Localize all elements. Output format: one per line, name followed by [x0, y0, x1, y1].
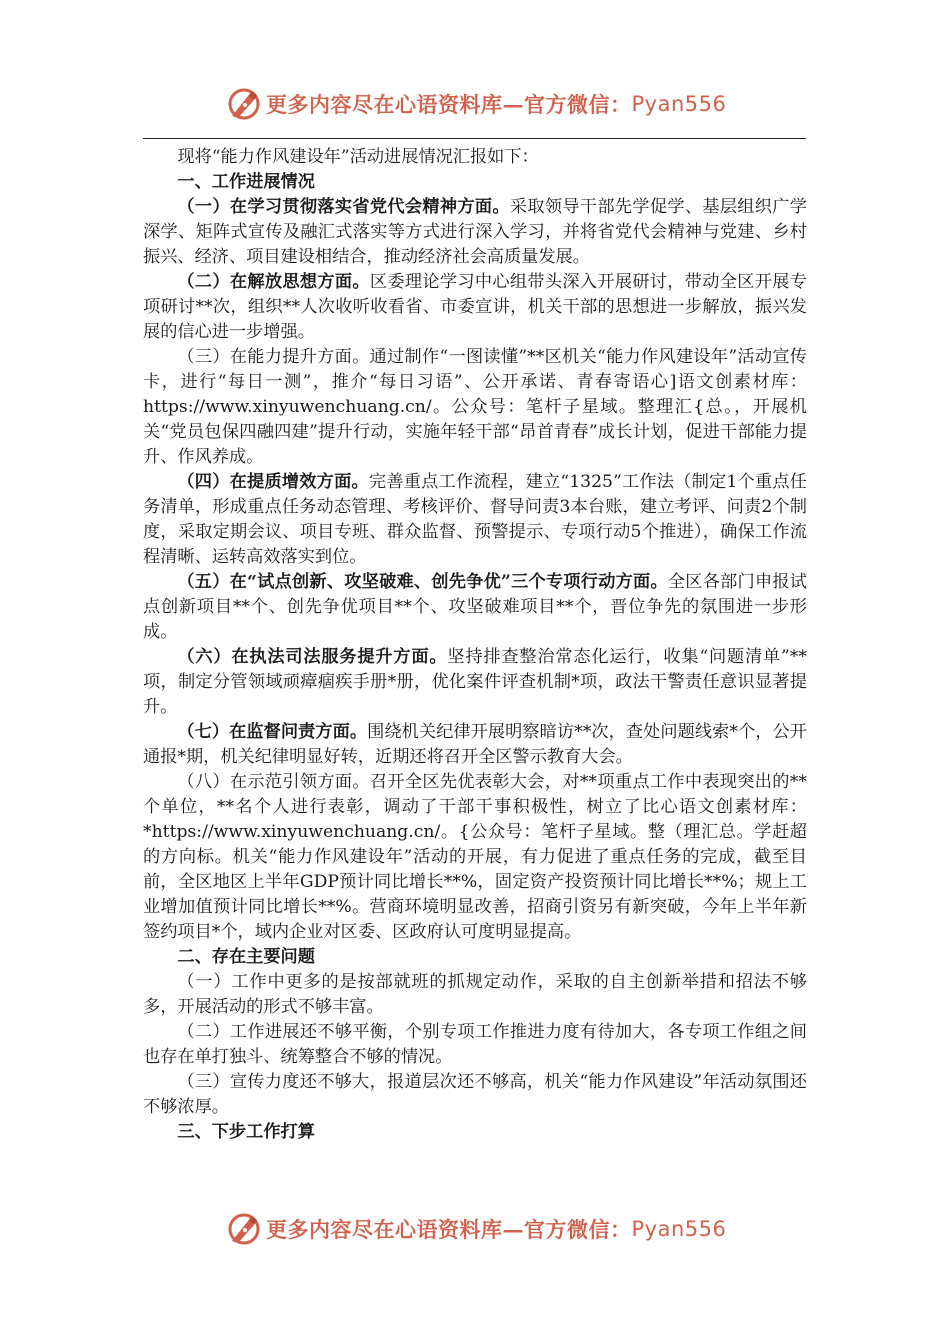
pen-nib-logo-icon — [226, 1211, 262, 1247]
problem-3: （三）宣传力度还不够大，报道层次还不够高，机关“能力作风建设”年活动氛围还不够浓厚。 — [143, 1072, 807, 1117]
document-body — [143, 145, 807, 1145]
intro-paragraph: 现将“能力作风建设年”活动进展情况汇报如下： — [177, 147, 539, 167]
paragraph-5-lead: （五）在“试点创新、攻坚破难、创先争优”三个专项行动方面。 — [177, 572, 668, 592]
paragraph-7-text: 围绕机关纪律开展明察暗访**次，查处问题线索*个，公开通报*期，机关纪律明显好转，近期还将召开全区警示教育大会。 — [143, 722, 807, 767]
paragraph-6-text: 坚持排查整治常态化运行，收集“问题清单”**项，制定分管领域顽瘴痼疾手册*册，优化案件评查机制*项，政法干警责任意识显著提升。 — [143, 647, 807, 717]
paragraph-7 — [143, 720, 807, 770]
footer-watermark — [0, 1209, 950, 1249]
paragraph-2-text: 区委理论学习中心组带头深入开展研讨，带动全区开展专项研讨**次，组织**人次收听收看省、市委宣讲，机关干部的思想进一步解放，振兴发展的信心进一步增强。 — [143, 272, 807, 342]
paragraph-1 — [143, 195, 807, 270]
paragraph-1-lead: （一）在学习贯彻落实省党代会精神方面。 — [177, 197, 510, 217]
paragraph-6-lead: （六）在执法司法服务提升方面。 — [177, 647, 448, 667]
paragraph-5-text: 全区各部门申报试点创新项目**个、创先争优项目**个、攻坚破难项目**个，晋位争先的氛围进一步形成。 — [143, 572, 807, 642]
pen-nib-logo-icon — [226, 86, 262, 122]
paragraph-2-lead: （二）在解放思想方面。 — [177, 272, 370, 292]
paragraph-1-text: 采取领导干部先学促学、基层组织广学深学、矩阵式宣传及融汇式落实等方式进行深入学习，并将省党代会精神与党建、乡村振兴、经济、项目建设相结合，推动经济社会高质量发展。 — [143, 197, 807, 267]
watermark-text: 更多内容尽在心语资料库—官方微信： — [266, 1217, 632, 1242]
watermark-wechat-id: Pyan556 — [631, 92, 727, 116]
paragraph-5 — [143, 570, 807, 645]
paragraph-6 — [143, 645, 807, 720]
paragraph-3: （三）在能力提升方面。通过制作“一图读懂”**区机关“能力作风建设年”活动宣传卡，进行“每日一测”，推介“每日习语”、公开承诺、青春寄语心]语文创素材库：https://www.xinyuwenchuang.cn/。公众号：笔杆子星域。整理汇{总。，开展机关“党员包保四融四建”提升行动，实施年轻干部“昂首青春”成长计划，促进干部能力提升、作风养成。 — [143, 347, 807, 467]
watermark-text: 更多内容尽在心语资料库—官方微信： — [266, 92, 632, 117]
header-watermark — [0, 84, 950, 124]
paragraph-8: （八）在示范引领方面。召开全区先优表彰大会，对**项重点工作中表现突出的**个单位，**名个人进行表彰，调动了干部干事积极性，树立了比心语文创素材库：*https://www.xinyuwenchuang.cn/。{公众号：笔杆子星域。整（理汇总。学赶超的方向标。机关“能力作风建设年”活动的开展，有力促进了重点任务的完成，截至目前，全区地区上半年GDP预计同比增长**%，固定资产投资预计同比增长**%；规上工业增加值预计同比增长**%。营商环境明显改善，招商引资另有新突破，今年上半年新签约项目*个，域内企业对区委、区政府认可度明显提高。 — [143, 772, 807, 942]
paragraph-2 — [143, 270, 807, 345]
problem-2: （二）工作进展还不够平衡，个别专项工作推进力度有待加大，各专项工作组之间也存在单打独斗、统筹整合不够的情况。 — [143, 1022, 807, 1067]
section-heading-progress: 一、工作进展情况 — [177, 172, 315, 192]
paragraph-4-lead: （四）在提质增效方面。 — [177, 472, 369, 492]
paragraph-7-lead: （七）在监督问责方面。 — [177, 722, 368, 742]
section-heading-problems: 二、存在主要问题 — [177, 947, 315, 967]
paragraph-4-text: 完善重点工作流程，建立“1325”工作法（制定1个重点任务清单，形成重点任务动态管理、考核评价、督导问责3本台账，建立考评、问责2个制度，采取定期会议、项目专班、群众监督、预警提示、专项行动5个推进），确保工作流程清晰、运转高效落实到位。 — [143, 472, 807, 567]
paragraph-4 — [143, 470, 807, 570]
section-heading-next-steps: 三、下步工作打算 — [177, 1122, 315, 1142]
header-divider — [143, 138, 806, 139]
watermark-wechat-id: Pyan556 — [631, 1217, 727, 1241]
problem-1: （一）工作中更多的是按部就班的抓规定动作，采取的自主创新举措和招法不够多，开展活动的形式不够丰富。 — [143, 972, 807, 1017]
